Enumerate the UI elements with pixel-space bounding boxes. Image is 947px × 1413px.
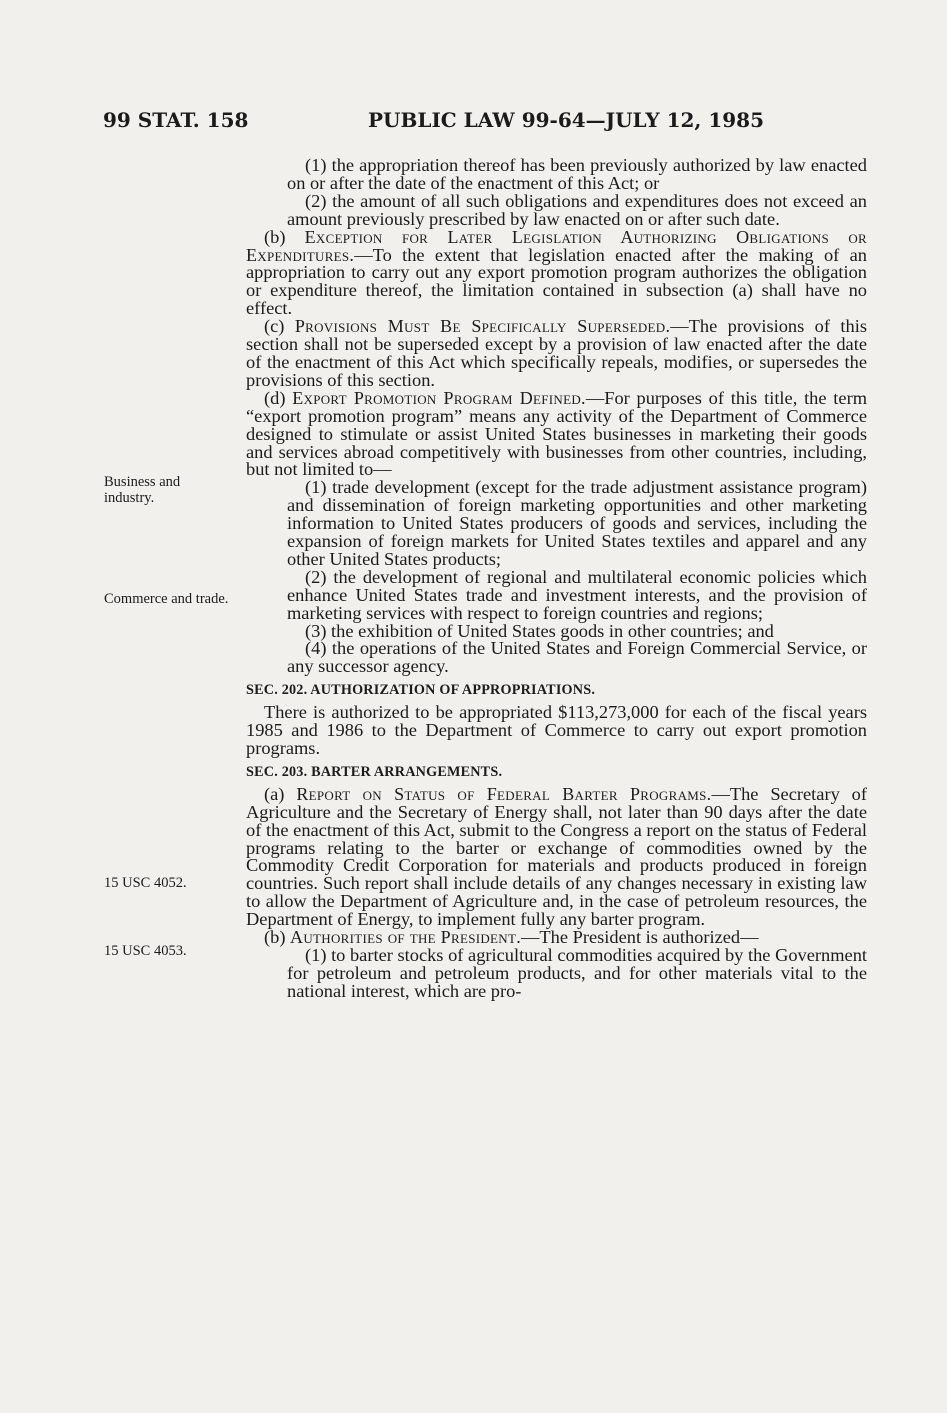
- subsection-b-text: —To the extent that legislation enacted after the making of an appropriation to carry out any export promotion program authorizes the obligation or expenditure thereof, the limitation contained in subsection (a) shall have no effect.: [246, 244, 867, 319]
- subsection-203a: [246, 783, 867, 930]
- subsection-203b-text: —The President is authorized—: [521, 927, 759, 948]
- margin-note-usc-4052: 15 USC 4052.: [104, 875, 187, 891]
- subsection-d-text: —For purposes of this title, the term “export promotion program” means any activity of the Department of Commerce designed to stimulate or assist United States businesses in marketing their goods and services abroad competitively with businesses from other countries, including, but not limited to—: [246, 387, 868, 480]
- paragraph-a1: (1) the appropriation thereof has been previously authorized by law enacted on or after the date of the enactment of this Act; or: [287, 155, 867, 193]
- paragraph-203b1: (1) to barter stocks of agricultural commodities acquired by the Government for petroleum and petroleum products, and for other materials vital to the national interest, which are pro-: [287, 944, 867, 1001]
- paragraph-d4: (4) the operations of the United States and Foreign Commercial Service, or any successor agency.: [287, 638, 867, 677]
- subsection-203b-heading: Authorities of the President.: [290, 927, 522, 948]
- subsection-b-heading: Exception for Later Legislation Authorizing Obligations or Expenditures.: [246, 226, 867, 265]
- paragraph-a2: (2) the amount of all such obligations and expenditures does not exceed an amount previously prescribed by law enacted on or after such date.: [287, 190, 867, 229]
- section-203-heading: SEC. 203. BARTER ARRANGEMENTS.: [246, 763, 503, 780]
- section-202-heading: SEC. 202. AUTHORIZATION OF APPROPRIATIONS.: [246, 682, 596, 699]
- public-law-title: PUBLIC LAW 99-64—JULY 12, 1985: [368, 108, 765, 132]
- subsection-203b-label: (b): [264, 927, 291, 948]
- subsection-b: [246, 226, 867, 319]
- subsection-d-label: (d): [264, 387, 293, 408]
- statute-page-number: 99 STAT. 158: [103, 108, 249, 132]
- section-202-text: There is authorized to be appropriated $113,273,000 for each of the fiscal years 1985 and 1986 to the Department of Commerce to carry out export promotion programs.: [246, 702, 867, 758]
- subsection-203a-label: (a): [264, 783, 297, 804]
- subsection-b-label: (b): [264, 226, 305, 247]
- paragraph-d3: (3) the exhibition of United States goods in other countries; and: [305, 620, 774, 641]
- paragraph-d2: (2) the development of regional and multilateral economic policies which enhance United States trade and investment interests, and the provision of marketing services with respect to foreign countries and regions;: [287, 566, 867, 623]
- margin-note-commerce: Commerce and trade.: [104, 591, 229, 607]
- margin-note-usc-4053: 15 USC 4053.: [104, 943, 187, 959]
- subsection-d: [246, 387, 868, 480]
- statute-body: [246, 157, 867, 1001]
- subsection-c-heading: Provisions Must Be Specifically Superseded.: [294, 316, 671, 337]
- subsection-203a-text: —The Secretary of Agriculture and the Secretary of Energy shall, not later than 90 days after the date of the enactment of this Act, submit to the Congress a report on the status of Federal programs relating to the barter or exchange of commodities owned by the Commodity Credit Corporation for materials and products produced in foreign countries. Such report shall include details of any changes necessary in existing law to allow the Department of Agriculture and, in the case of petroleum resources, the Department of Energy, to implement fully any barter program.: [246, 783, 867, 930]
- margin-note-business: Business and industry.: [104, 474, 181, 506]
- subsection-c-label: (c): [264, 316, 295, 337]
- subsection-c-text: —The provisions of this section shall not be superseded except by a provision of law enacted after the date of the enactment of this Act which specifically repeals, modifies, or supersedes the provisions of this section.: [246, 316, 867, 390]
- page-header: [103, 108, 863, 138]
- subsection-c: [246, 318, 867, 390]
- subsection-d-heading: Export Promotion Program Defined.: [292, 387, 586, 408]
- paragraph-d1: (1) trade development (except for the trade adjustment assistance program) and dissemination of foreign marketing opportunities and other marketing information to United States producers of goods and services, including the expansion of foreign markets for United States textiles and apparel and any other United States products;: [287, 477, 867, 569]
- subsection-203a-heading: Report on Status of Federal Barter Programs.: [296, 783, 712, 804]
